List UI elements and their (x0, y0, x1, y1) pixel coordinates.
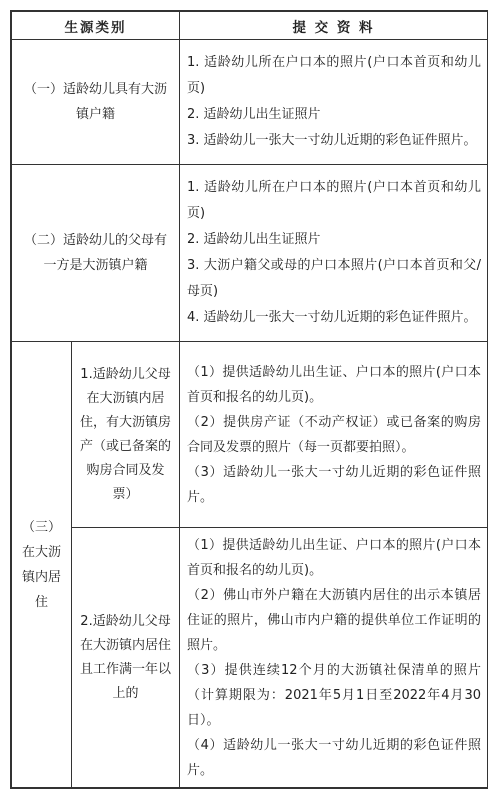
material-item: 2. 适龄幼儿出生证照片 (187, 107, 321, 122)
category-cell: （二）适龄幼儿的父母有一方是大沥镇户籍 (12, 165, 180, 342)
enrollment-materials-table (10, 10, 488, 789)
material-item: （1）提供适龄幼儿出生证、户口本的照片(户口本首页和报名的幼儿页)。 (187, 364, 481, 405)
materials-cell (180, 165, 488, 342)
category-cell: （三）在大沥镇内居住 (12, 342, 72, 788)
material-item: （1）提供适龄幼儿出生证、户口本的照片(户口本首页和报名的幼儿页)。 (187, 537, 481, 578)
material-item: （3）提供连续12个月的大沥镇社保清单的照片（计算期限为：2021年5月1日至2022年4月30日）。 (187, 662, 481, 728)
requirements-table (11, 11, 488, 788)
category-header: 生源类别 (12, 12, 180, 40)
subcategory-cell: 1.适龄幼儿父母在大沥镇内居住，有大沥镇房产（或已备案的购房合同及发票） (72, 342, 180, 528)
table-row (12, 342, 488, 528)
materials-cell (180, 342, 488, 528)
material-item: （2）佛山市外户籍在大沥镇内居住的出示本镇居住证的照片，佛山市内户籍的提供单位工作证明的照片。 (187, 587, 481, 653)
material-item: 2. 适龄幼儿出生证照片 (187, 232, 321, 247)
table-header-row (12, 12, 488, 40)
subcategory-cell: 2.适龄幼儿父母在大沥镇内居住且工作满一年以上的 (72, 528, 180, 788)
material-item: 3. 适龄幼儿一张大一寸幼儿近期的彩色证件照片。 (187, 133, 477, 148)
table-row (12, 165, 488, 342)
material-item: 1. 适龄幼儿所在户口本的照片(户口本首页和幼儿页) (187, 55, 481, 96)
materials-cell (180, 40, 488, 165)
material-item: （2）提供房产证（不动产权证）或已备案的购房合同及发票的照片（每一页都要拍照）。 (187, 414, 481, 455)
material-item: （3）适龄幼儿一张大一寸幼儿近期的彩色证件照片。 (187, 464, 481, 505)
category-cell: （一）适龄幼儿具有大沥镇户籍 (12, 40, 180, 165)
materials-header: 提 交 资 料 (180, 12, 488, 40)
material-item: （4）适龄幼儿一张大一寸幼儿近期的彩色证件照片。 (187, 737, 481, 778)
table-row (12, 528, 488, 788)
materials-cell (180, 528, 488, 788)
material-item: 3. 大沥户籍父或母的户口本照片(户口本首页和父/母页) (187, 258, 481, 299)
material-item: 4. 适龄幼儿一张大一寸幼儿近期的彩色证件照片。 (187, 310, 477, 325)
material-item: 1. 适龄幼儿所在户口本的照片(户口本首页和幼儿页) (187, 180, 481, 221)
table-row (12, 40, 488, 165)
